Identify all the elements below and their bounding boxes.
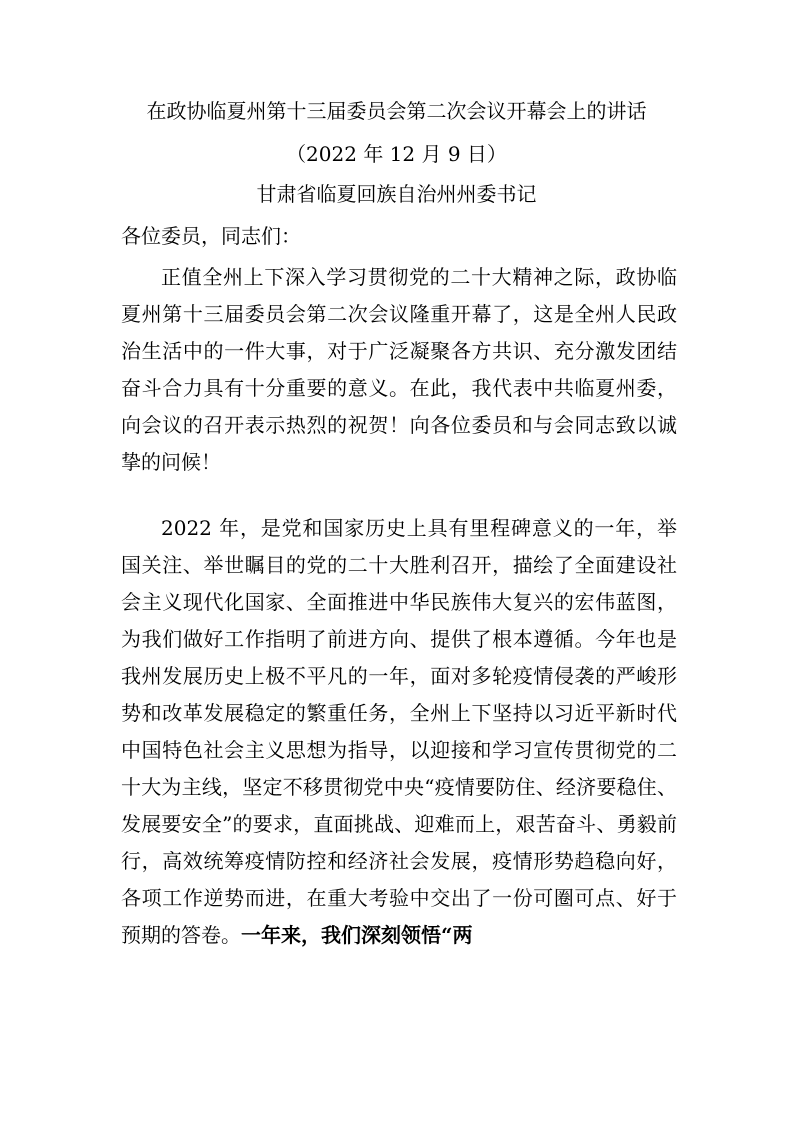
speech-date: （2022 年 12 月 9 日） [286, 142, 507, 166]
document-title: 在政协临夏州第十三届委员会第二次会议开幕会上的讲话 [146, 99, 647, 123]
speaker-title: 甘肃省临夏回族自治州州委书记 [256, 182, 537, 206]
paragraph-2-bold-text: 一年来，我们深刻领悟“两 [241, 923, 473, 947]
paragraph-2-regular-text: 2022 年，是党和国家历史上具有里程碑意义的一年，举国关注、举世瞩目的党的二十大胜利召开，描绘了全面建设社会主义现代化国家、全面推进中华民族伟大复兴的宏伟蓝图，为我们做好工作指明了前进方向、提供了根本遵循。今年也是我州发展历史上极不平凡的一年，面对多轮疫情侵袭的严峻形势和改革发展稳定的繁重任务，全州上下坚持以习近平新时代中国特色社会主义思想为指导，以迎接和学习宣传贯彻党的二十大为主线，坚定不移贯彻党中央“疫情要防住、经济要稳住、发展要安全”的要求，直面挑战、迎难而上，艰苦奋斗、勇毅前行，高效统筹疫情防控和经济社会发展，疫情形势趋稳向好，各项工作逆势而进，在重大考验中交出了一份可圈可点、好于预期的答卷。 [121, 516, 677, 947]
paragraph-2-text [121, 510, 677, 954]
paragraph-1 [121, 259, 677, 481]
paragraph-1-text: 正值全州上下深入学习贯彻党的二十大精神之际，政协临夏州第十三届委员会第二次会议隆重开幕了，这是全州人民政治生活中的一件大事，对于广泛凝聚各方共识、充分激发团结奋斗合力具有十分重要的意义。在此，我代表中共临夏州委，向会议的召开表示热烈的祝贺！向各位委员和与会同志致以诚挚的问候！ [121, 265, 677, 474]
salutation: 各位委员，同志们： [121, 224, 301, 248]
paragraph-2 [121, 510, 677, 954]
